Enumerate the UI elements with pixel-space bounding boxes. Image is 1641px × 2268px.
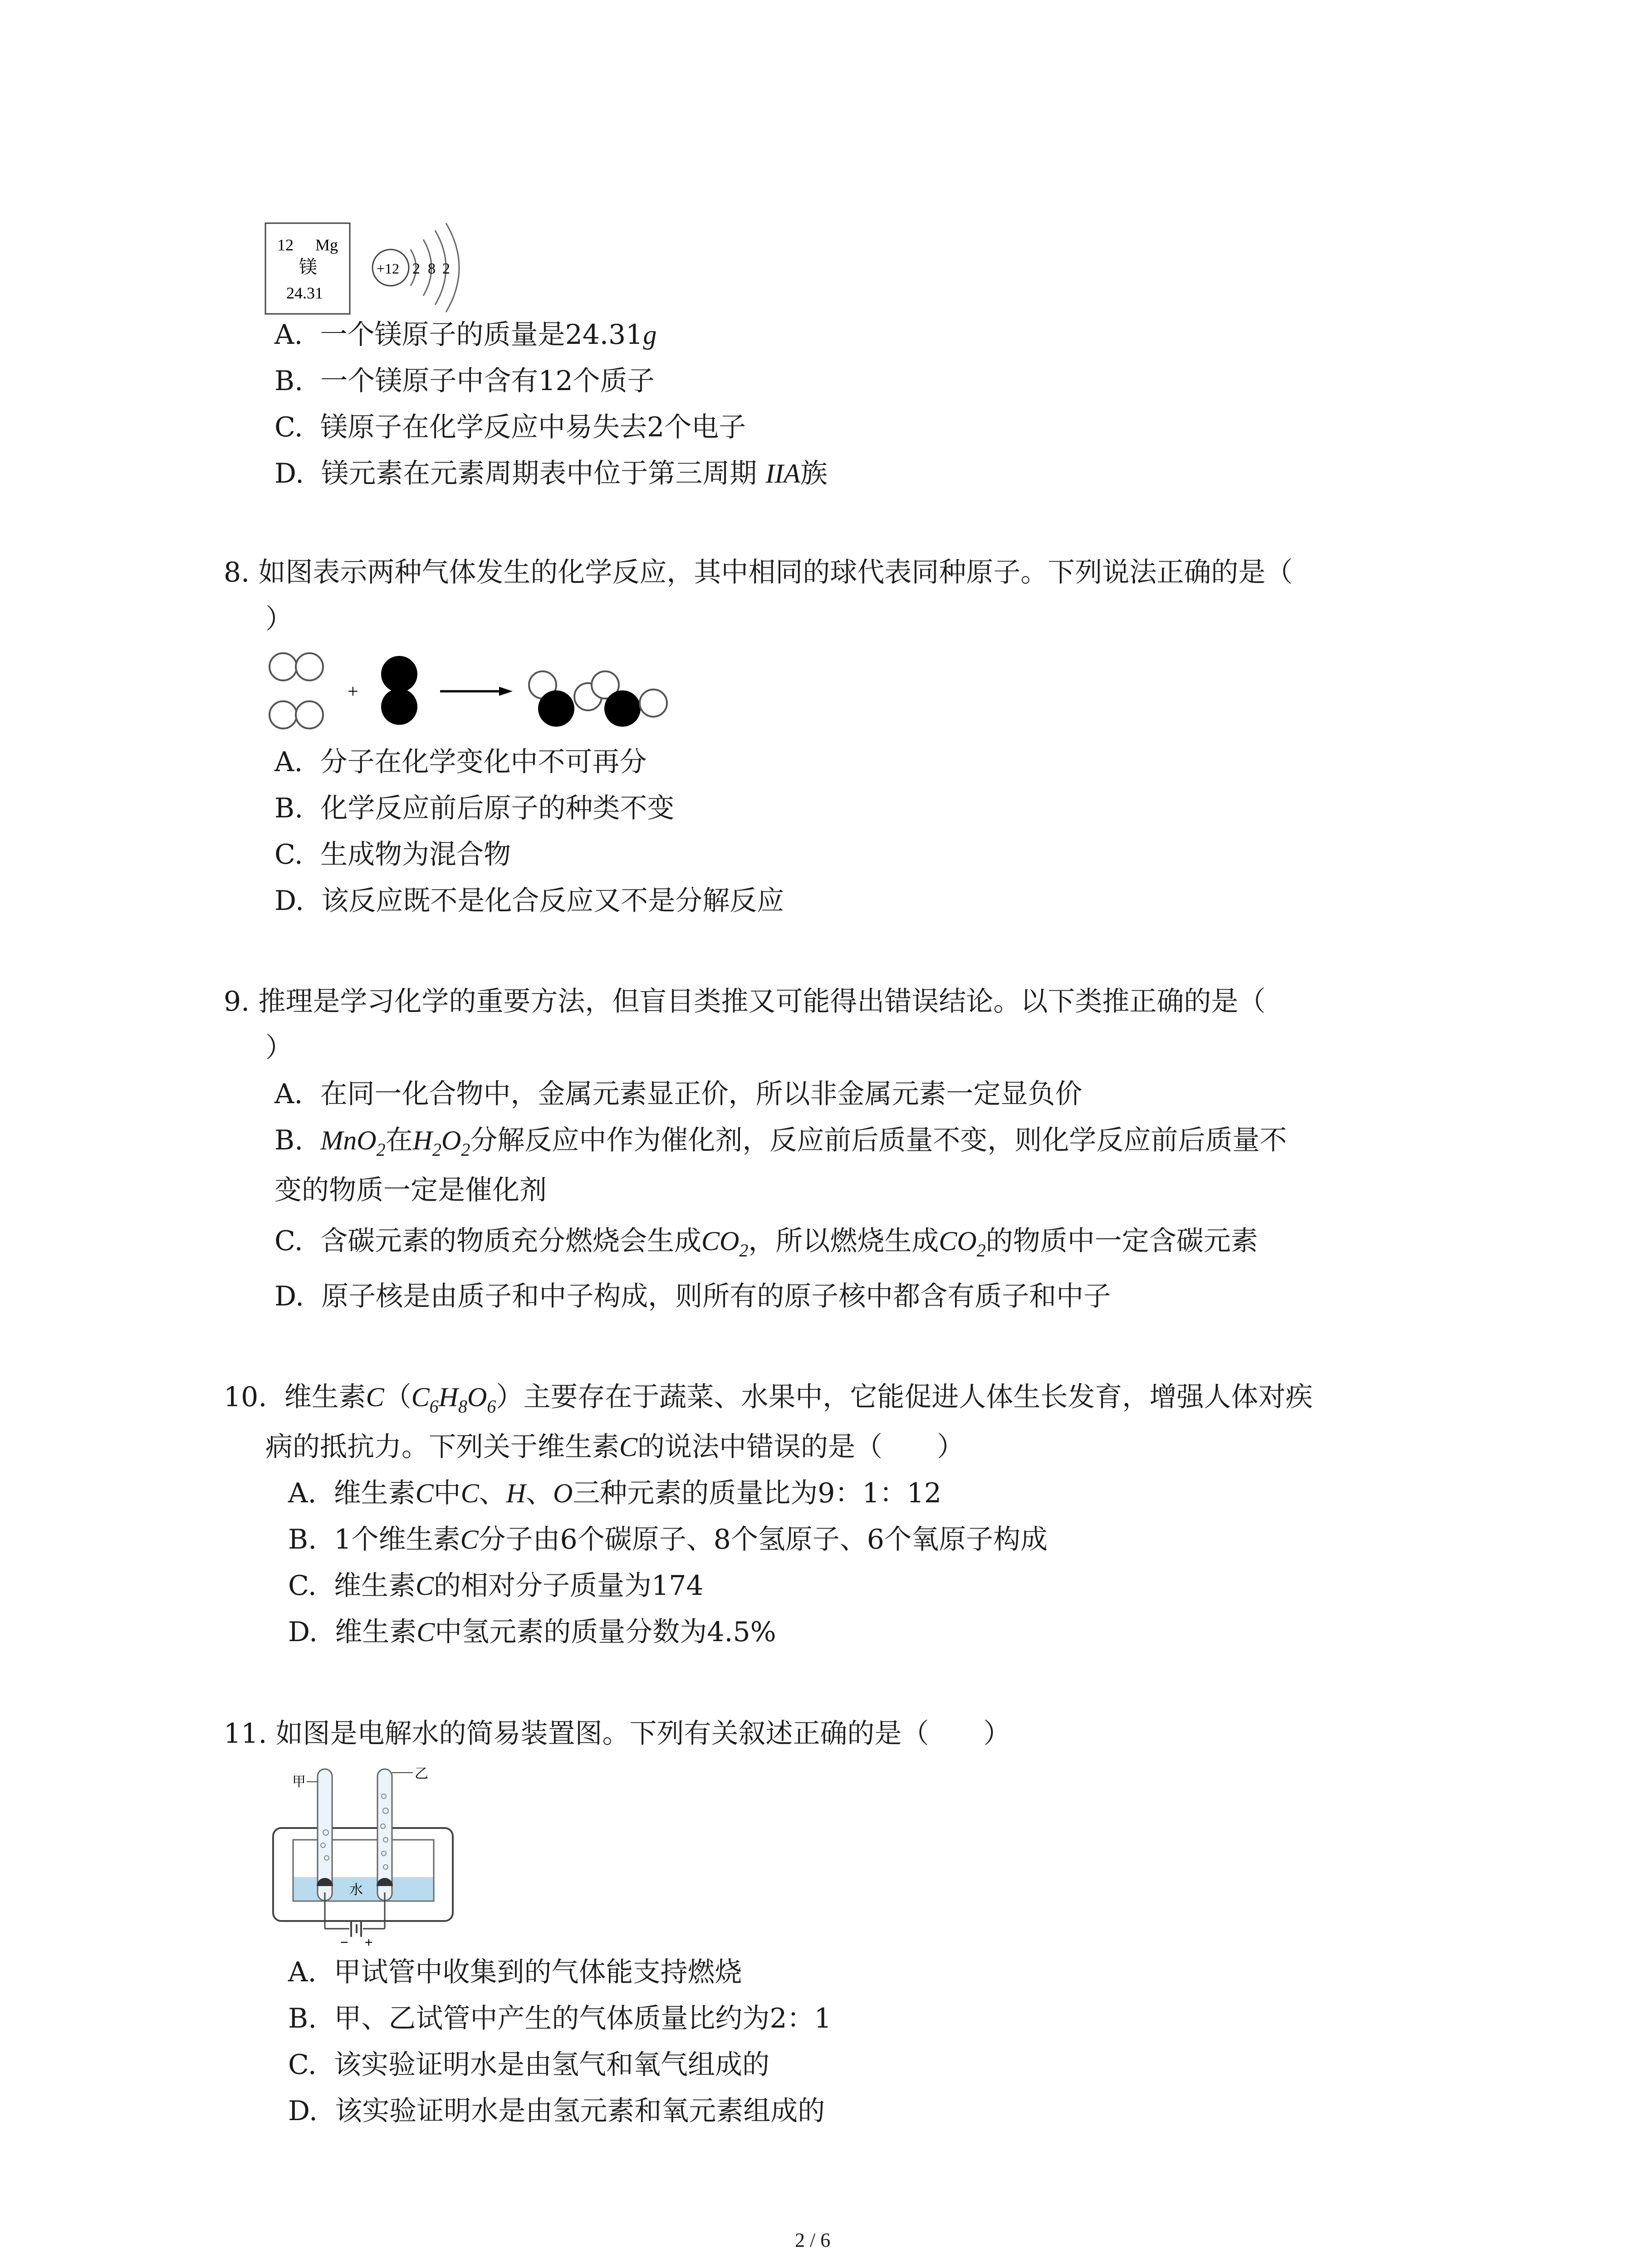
water-fill [294,1877,433,1900]
q8-stem-line1: 8. 如图表示两种气体发生的化学反应，其中相同的球代表同种原子。下列说法正确的是（ [224,557,1293,588]
reaction-arrow-head [499,687,513,696]
shell-electron-count: 2 [442,260,450,277]
q10-option-d: D. 维生素C中氢元素的质量分数为4.5% [288,1616,776,1648]
q7-option-c: C. 镁原子在化学反应中易失去2个电子 [274,411,746,443]
q8-option-c: C. 生成物为混合物 [274,839,511,870]
q10-option-c: C. 维生素C的相对分子质量为174 [288,1570,704,1602]
plus-sign: + [348,681,358,702]
shell-electron-count: 2 [412,260,420,277]
electrolysis-apparatus-diagram [272,1760,463,1950]
electrolysis-figure [272,1760,463,1950]
plus-sign: + [365,1935,373,1950]
tube-label-jia: 甲 [292,1774,306,1790]
q10-option-a: A. 维生素C中C、H、O三种元素的质量比为9：1：12 [288,1477,942,1509]
q9-option-a: A. 在同一化合物中，金属元素显正价，所以非金属元素一定显负价 [274,1078,1083,1110]
atomic-number: 12 [277,236,294,254]
q10-option-b: B. 1个维生素C分子由6个碳原子、8个氢原子、6个氧原子构成 [288,1524,1048,1555]
q10-stem-line2: 病的抵抗力。下列关于维生素C的说法中错误的是（ ） [265,1431,965,1463]
q10-stem-line1: 10. 维生素$C(C_6H_8O_6)$主要存在于蔬菜、水果中，它能促进人体生长发育，增强人体对疾 [224,1381,1313,1417]
shell-electron-count: 8 [428,260,436,277]
q8-option-a: A. 分子在化学变化中不可再分 [274,746,647,778]
black-molecule [381,656,417,725]
q9-option-c: C. 含碳元素的物质充分燃烧会生成$CO_2$，所以燃烧生成$CO_2$的物质中一定含碳元素 [274,1225,1258,1261]
minus-sign: − [340,1935,348,1950]
element-symbol: Mg [315,236,338,254]
q9-option-b-continued: 变的物质一定是催化剂 [274,1174,547,1206]
q11-stem: 11. 如图是电解水的简易装置图。下列有关叙述正确的是（ ） [224,1718,1011,1750]
page-number: 2 / 6 [795,2229,831,2251]
q11-option-b: B. 甲、乙试管中产生的气体质量比约为2：1 [288,2003,832,2034]
q11-option-d: D. 该实验证明水是由氢元素和氧元素组成的 [288,2095,825,2127]
q7-option-a: A. 一个镁原子的质量是24.31g [274,319,657,351]
product-molecules [529,671,667,727]
reaction-molecule-diagram [268,649,681,739]
atomic-mass: 24.31 [286,284,323,302]
reaction-figure [268,649,681,739]
element-name: 镁 [299,257,317,278]
q8-stem-line2: ） [265,603,293,635]
q11-option-c: C. 该实验证明水是由氢气和氧气组成的 [288,2049,769,2081]
q7-option-d: D. 镁元素在元素周期表中位于第三周期 IIA族 [274,458,828,489]
q7-option-b: B. 一个镁原子中含有12个质子 [274,365,655,397]
q8-option-d: D. 该反应既不是化合反应又不是分解反应 [274,885,784,917]
magnesium-element-card-and-atom-diagram [265,222,473,331]
q9-option-b: B. MnO$_2$在$H_2O_2$分解反应中作为催化剂，反应前后质量不变，则化学反应前后质量不 [274,1124,1287,1160]
q9-option-d: D. 原子核是由质子和中子构成，则所有的原子核中都含有质子和中子 [274,1281,1111,1312]
magnesium-figure [265,222,473,331]
nucleus-charge: +12 [377,260,400,277]
q9-stem-line2: ） [265,1032,293,1064]
q11-option-a: A. 甲试管中收集到的气体能支持燃烧 [288,1956,742,1988]
q9-stem-line1: 9. 推理是学习化学的重要方法，但盲目类推又可能得出错误结论。以下类推正确的是（ [224,986,1266,1017]
q8-option-b: B. 化学反应前后原子的种类不变 [274,792,675,824]
water-label: 水 [349,1882,363,1898]
tube-label-yi: 乙 [415,1766,428,1782]
white-molecule-pair [269,653,323,728]
